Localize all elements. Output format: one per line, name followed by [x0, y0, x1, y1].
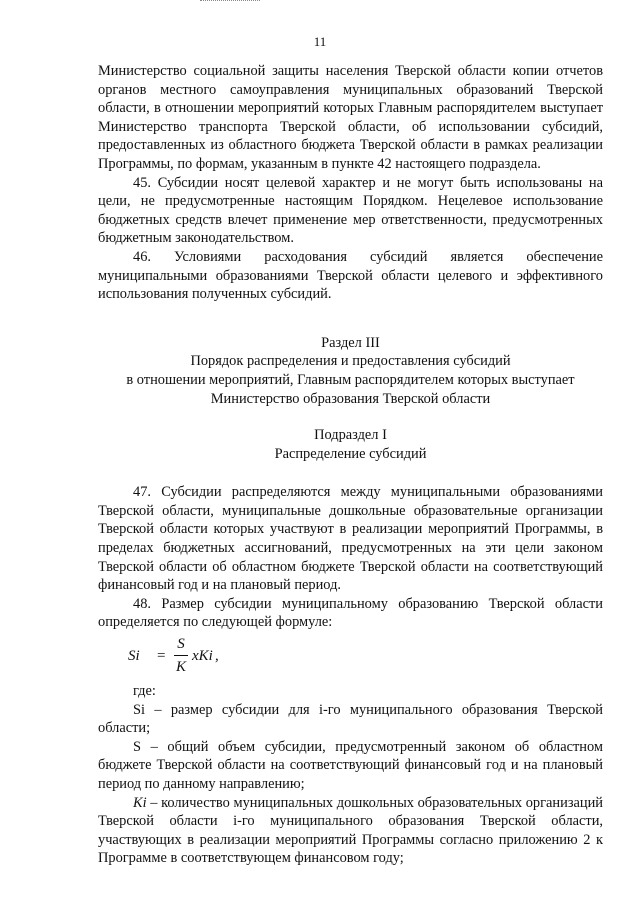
section-heading-line-2: в отношении мероприятий, Главным распорядителем которых выступает: [126, 371, 575, 388]
formula-equals: =: [157, 648, 166, 665]
spacer: [98, 304, 603, 334]
definition-si: Si – размер субсидии для i-го муниципального образования Тверской области;: [98, 701, 603, 737]
formula-comma: ,: [215, 648, 219, 665]
where-label: где:: [133, 683, 156, 700]
page-number: 11: [313, 34, 327, 49]
subsection-title: Подраздел I: [314, 427, 387, 444]
definition-ki: [98, 794, 603, 868]
subsection-subtitle: Распределение субсидий: [274, 445, 427, 462]
spacer: [98, 463, 603, 483]
formula-lhs: Si: [128, 648, 140, 665]
formula-fraction: [174, 634, 188, 677]
formula-multiplier: xKi: [192, 648, 213, 665]
paragraph-48: 48. Размер субсидии муниципальному образованию Тверской области определяется по следующей формуле:: [98, 595, 603, 631]
subsidy-formula: [98, 634, 603, 680]
section-title: Раздел III: [321, 334, 380, 351]
formula-denominator: K: [175, 659, 186, 676]
definition-ki-text: – количество муниципальных дошкольных образовательных организаций Тверской области i-го муниципального образования Тверской области, участвующих в реализации мероприятий Программы согласно приложению 2 к Программе в соответствующем финансовом году;: [98, 794, 603, 867]
formula-fraction-bar: [174, 655, 188, 656]
formula-numerator: S: [177, 636, 185, 653]
definition-s: S – общий объем субсидии, предусмотренный законом об областном бюджете Тверской области на соответствующий финансовый год и на плановый период по данному направлению;: [98, 738, 603, 792]
spacer: [98, 408, 603, 426]
paragraph-continuation: Министерство социальной защиты населения Тверской области копии отчетов органов местного самоуправления муниципальных образований Тверской области, в отношении мероприятий которых Главным распорядителем выступает Министерство транспорта Тверской области, об использовании субсидий, предоставленных из областного бюджета Тверской области в рамках реализации Программы, по формам, указанным в пункте 42 настоящего подраздела.: [98, 63, 603, 172]
section-heading-line-3: Министерство образования Тверской области: [210, 390, 491, 407]
scan-top-marks: [200, 0, 260, 3]
paragraph-45: 45. Субсидии носят целевой характер и не могут быть использованы на цели, не предусмотренные настоящим Порядком. Нецелевое использование бюджетных средств влечет применение мер ответственности, предусмотренных бюджетным законодательством.: [98, 174, 603, 247]
paragraph-46: 46. Условиями расходования субсидий является обеспечение муниципальными образованиями Тверской области целевого и эффективного использования полученных субсидий.: [98, 248, 603, 303]
paragraph-47: 47. Субсидии распределяются между муниципальными образованиями Тверской области, муниципальные дошкольные образовательные организации Тверской области которых участвуют в реализации мероприятий Программы, в пределах бюджетных ассигнований, предусмотренных на эти цели законом Тверской области об областном бюджете Тверской области на соответствующий финансовый год и на плановый период.: [98, 484, 603, 594]
document-body: [98, 62, 603, 868]
section-heading-line-1: Порядок распределения и предоставления субсидий: [190, 353, 511, 370]
definition-ki-symbol: Ki: [133, 794, 147, 811]
